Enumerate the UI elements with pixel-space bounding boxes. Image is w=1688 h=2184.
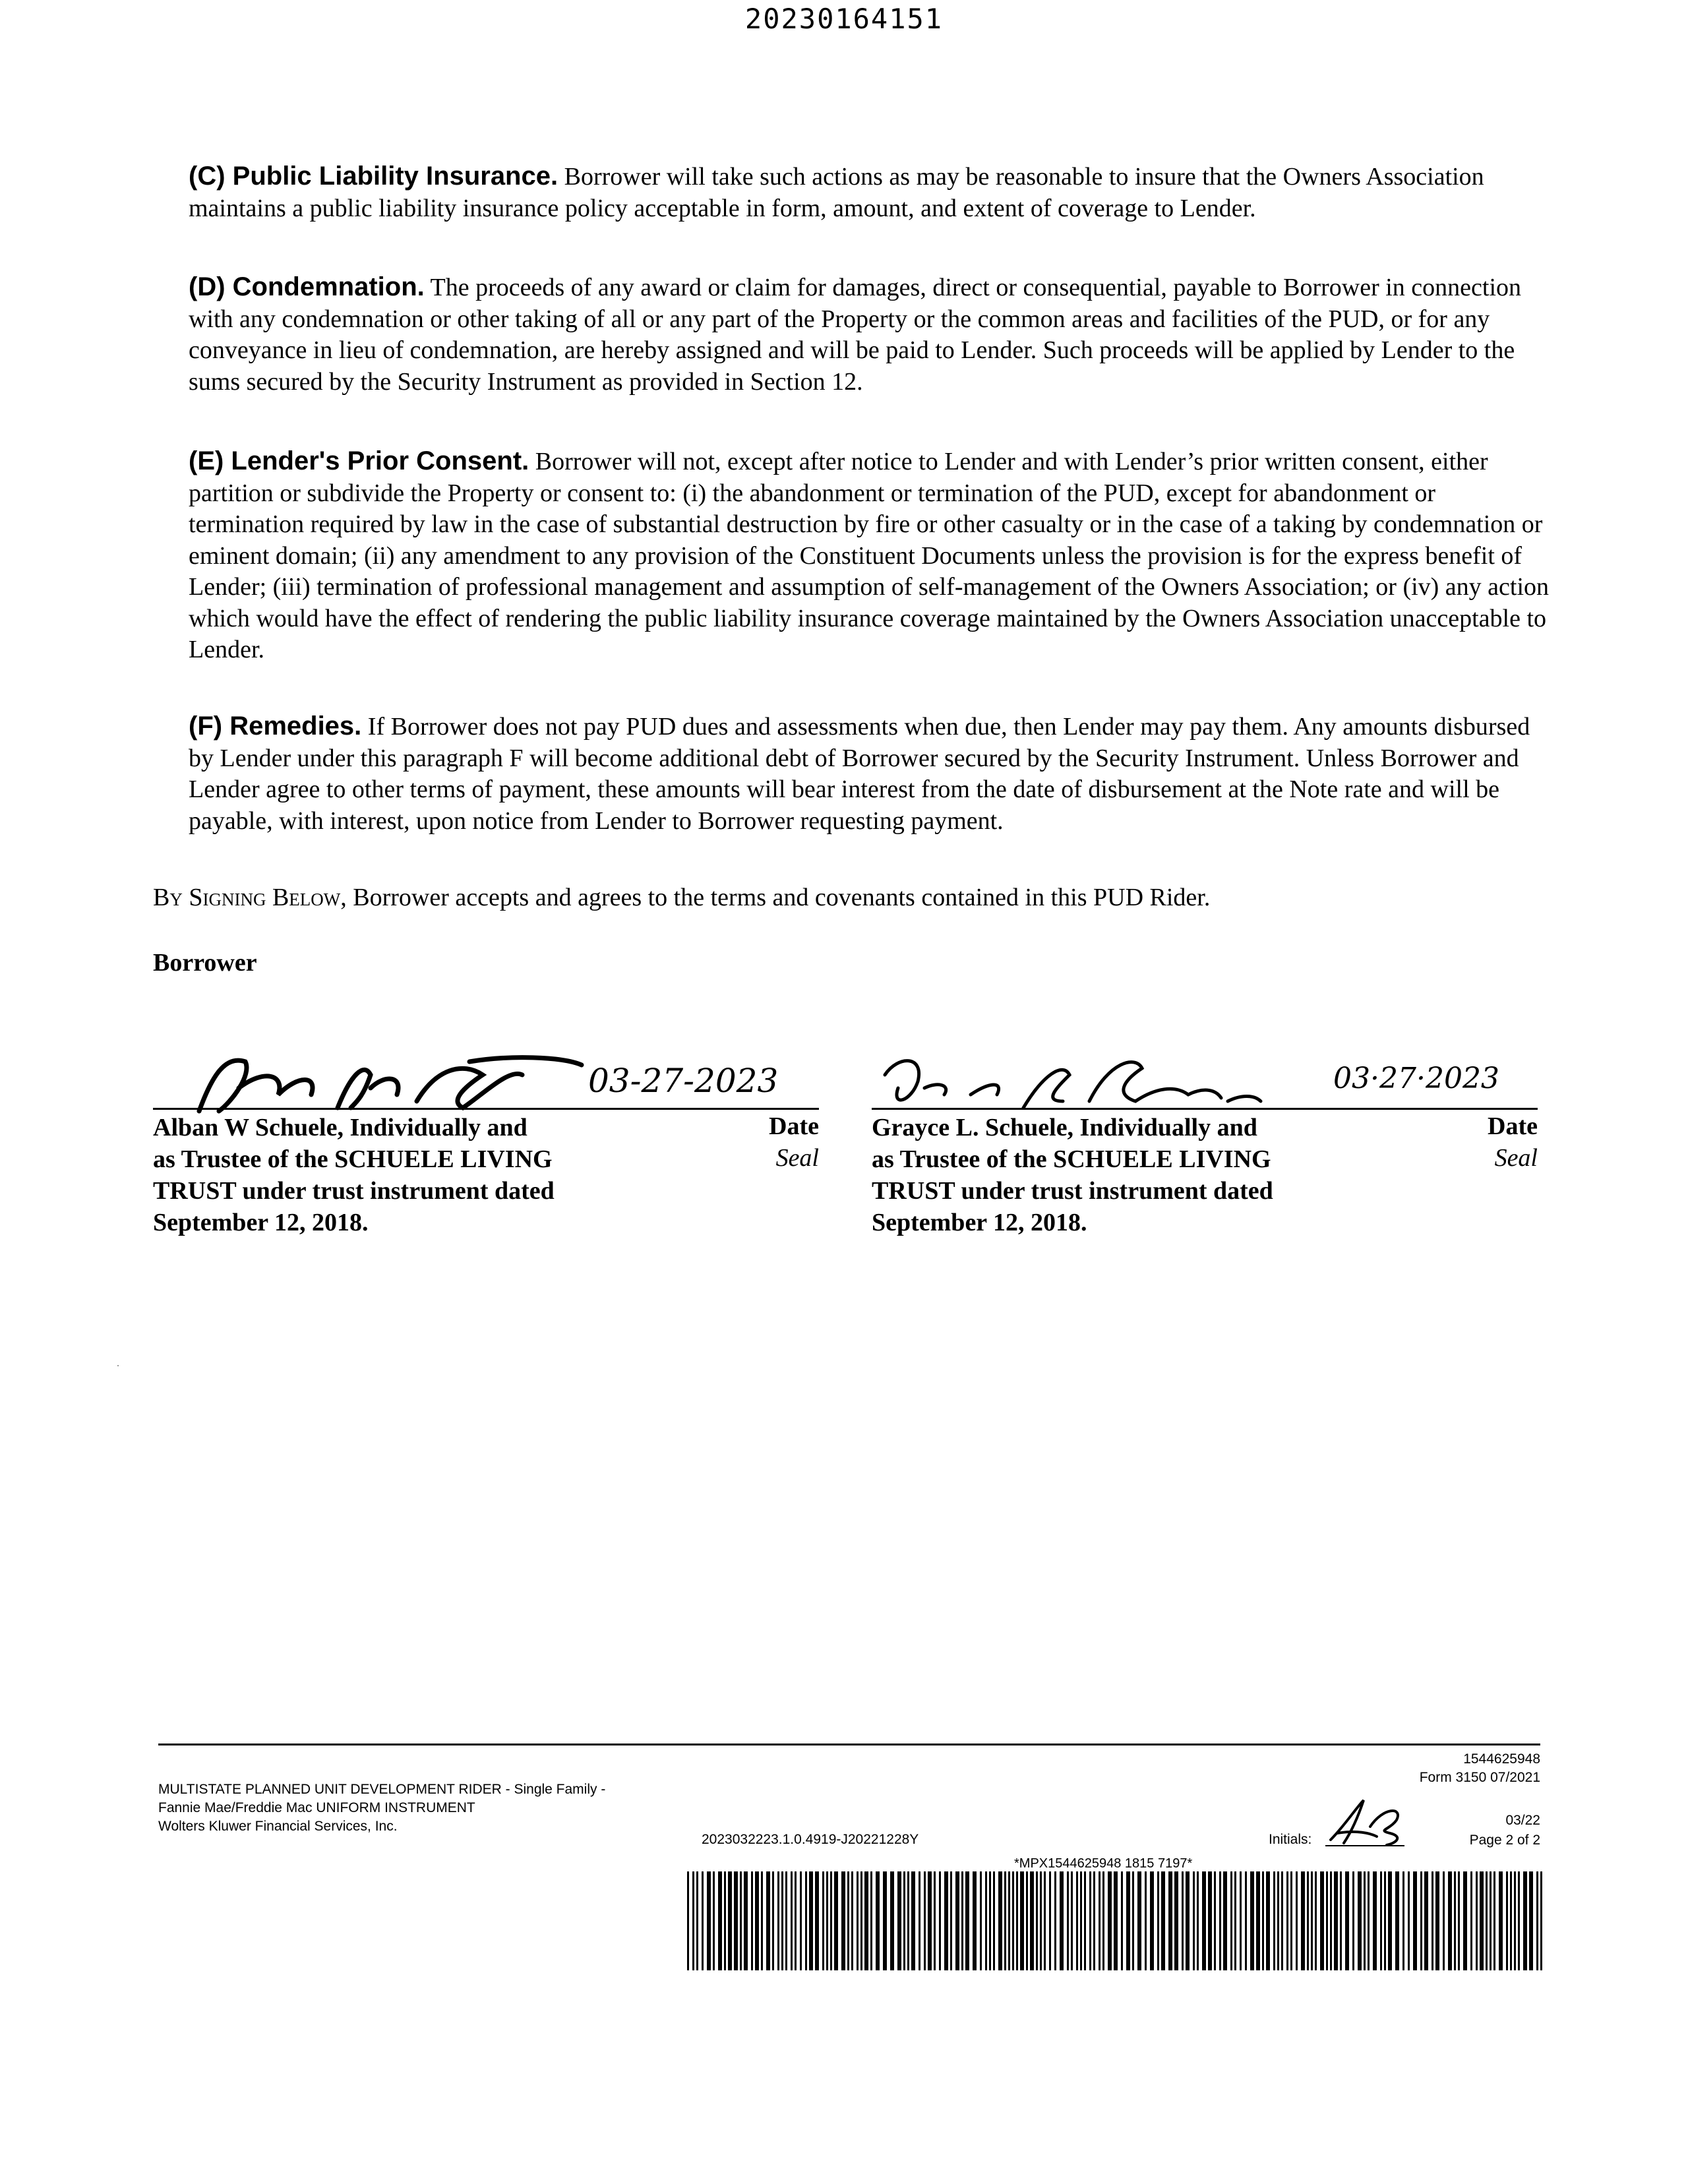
signature-block-grayce [872,1048,1538,1246]
signature-line [153,1108,819,1110]
footer-form-title [158,1780,605,1836]
section-lenders-prior-consent [189,446,1553,666]
footer-line: Wolters Kluwer Financial Services, Inc. [158,1819,398,1834]
signer-line: as Trustee of the SCHUELE LIVING [872,1145,1271,1173]
footer-form-info [1420,1750,1540,1787]
handwritten-date: 03-27-2023 [588,1062,779,1100]
footer-divider [158,1744,1540,1745]
signer-name [872,1112,1439,1238]
loan-number: 1544625948 [1463,1751,1540,1767]
seal-label: Seal [1494,1144,1538,1172]
section-heading: (E) Lender's Prior Consent. [189,446,529,475]
date-label: Date [1488,1112,1538,1140]
handwritten-initials-icon [1324,1794,1410,1846]
signer-line: TRUST under trust instrument dated [872,1177,1273,1205]
document-number: 20230164151 [744,3,944,35]
section-public-liability-insurance [189,161,1553,224]
initials-label: Initials: [1269,1832,1312,1847]
scan-speck [117,1365,119,1366]
section-body: The proceeds of any award or claim for damages, direct or consequential, payable to Borrower in connection with any condemnation or other taking of all or any part of the Property or the common areas and facilities of the PUD, or for any conveyance in lieu of condemnation, are hereby assigned and will be paid to Lender. Such proceeds will be applied by Lender to the sums secured by the Security Instrument as provided in Section 12. [189,274,1522,396]
barcode-icon [687,1871,1544,1970]
by-signing-lead: By Signing Below, [153,884,347,911]
footer-line: MULTISTATE PLANNED UNIT DEVELOPMENT RIDER - Single Family - [158,1782,606,1797]
by-signing-text: Borrower accepts and agrees to the terms and covenants contained in this PUD Rider. [346,884,1211,911]
borrower-label: Borrower [153,949,257,977]
section-body: If Borrower does not pay PUD dues and assessments when due, then Lender may pay them. Any amounts disbursed by Lender under this paragraph F will become additional debt of Borrower secured by the Security Instrument. Unless Borrower and Lender agree to other terms of payment, these amounts will bear interest from the date of disbursement at the Note rate and will be payable, with interest, upon notice from Lender to Borrower requesting payment. [189,713,1530,835]
handwritten-date: 03·27·2023 [1333,1062,1499,1095]
section-body: Borrower will not, except after notice to Lender and with Lender’s prior written consent, either partition or subdivide the Property or consent to: (i) the abandonment or termination of the PUD, except for abandonment or termination required by law in the case of substantial destruction by fire or other casualty or in the case of a taking by condemnation or eminent domain; (ii) any amendment to any provision of the Constituent Documents unless the provision is for the express benefit of Lender; (iii) termination of professional management and assumption of self-management of the Owners Association; or (iv) any action which would have the effect of rendering the public liability insurance coverage maintained by the Owners Association unacceptable to Lender. [189,448,1550,663]
date-label: Date [769,1112,819,1140]
document-code: 2023032223.1.0.4919-J20221228Y [702,1832,919,1847]
revision-date: 03/22 [1505,1813,1540,1828]
signature-line [872,1108,1538,1110]
seal-label: Seal [775,1144,819,1172]
barcode-text: *MPX1544625948 1815 7197* [1014,1856,1193,1871]
signer-name [153,1112,720,1238]
signature-block-alban [153,1048,819,1246]
signer-line: Alban W Schuele, Individually and [153,1114,528,1141]
section-heading: (D) Condemnation. [189,272,425,301]
initials-field [1269,1794,1466,1846]
signer-line: September 12, 2018. [153,1209,369,1236]
section-condemnation [189,272,1553,398]
section-heading: (F) Remedies. [189,712,362,741]
page-indicator [1470,1811,1540,1850]
signer-line: as Trustee of the SCHUELE LIVING [153,1145,553,1173]
section-remedies [189,711,1553,837]
footer-line: Fannie Mae/Freddie Mac UNIFORM INSTRUMENT [158,1800,475,1815]
page-number: Page 2 of 2 [1469,1833,1540,1848]
signer-line: TRUST under trust instrument dated [153,1177,555,1205]
section-body: Borrower will take such actions as may be reasonable to insure that the Owners Association maintains a public liability insurance policy acceptable in form, amount, and extent of coverage to Lender. [189,163,1484,222]
signer-line: Grayce L. Schuele, Individually and [872,1114,1257,1141]
by-signing-statement [153,882,1604,913]
signer-line: September 12, 2018. [872,1209,1087,1236]
form-number: Form 3150 07/2021 [1419,1770,1540,1785]
section-heading: (C) Public Liability Insurance. [189,162,558,191]
